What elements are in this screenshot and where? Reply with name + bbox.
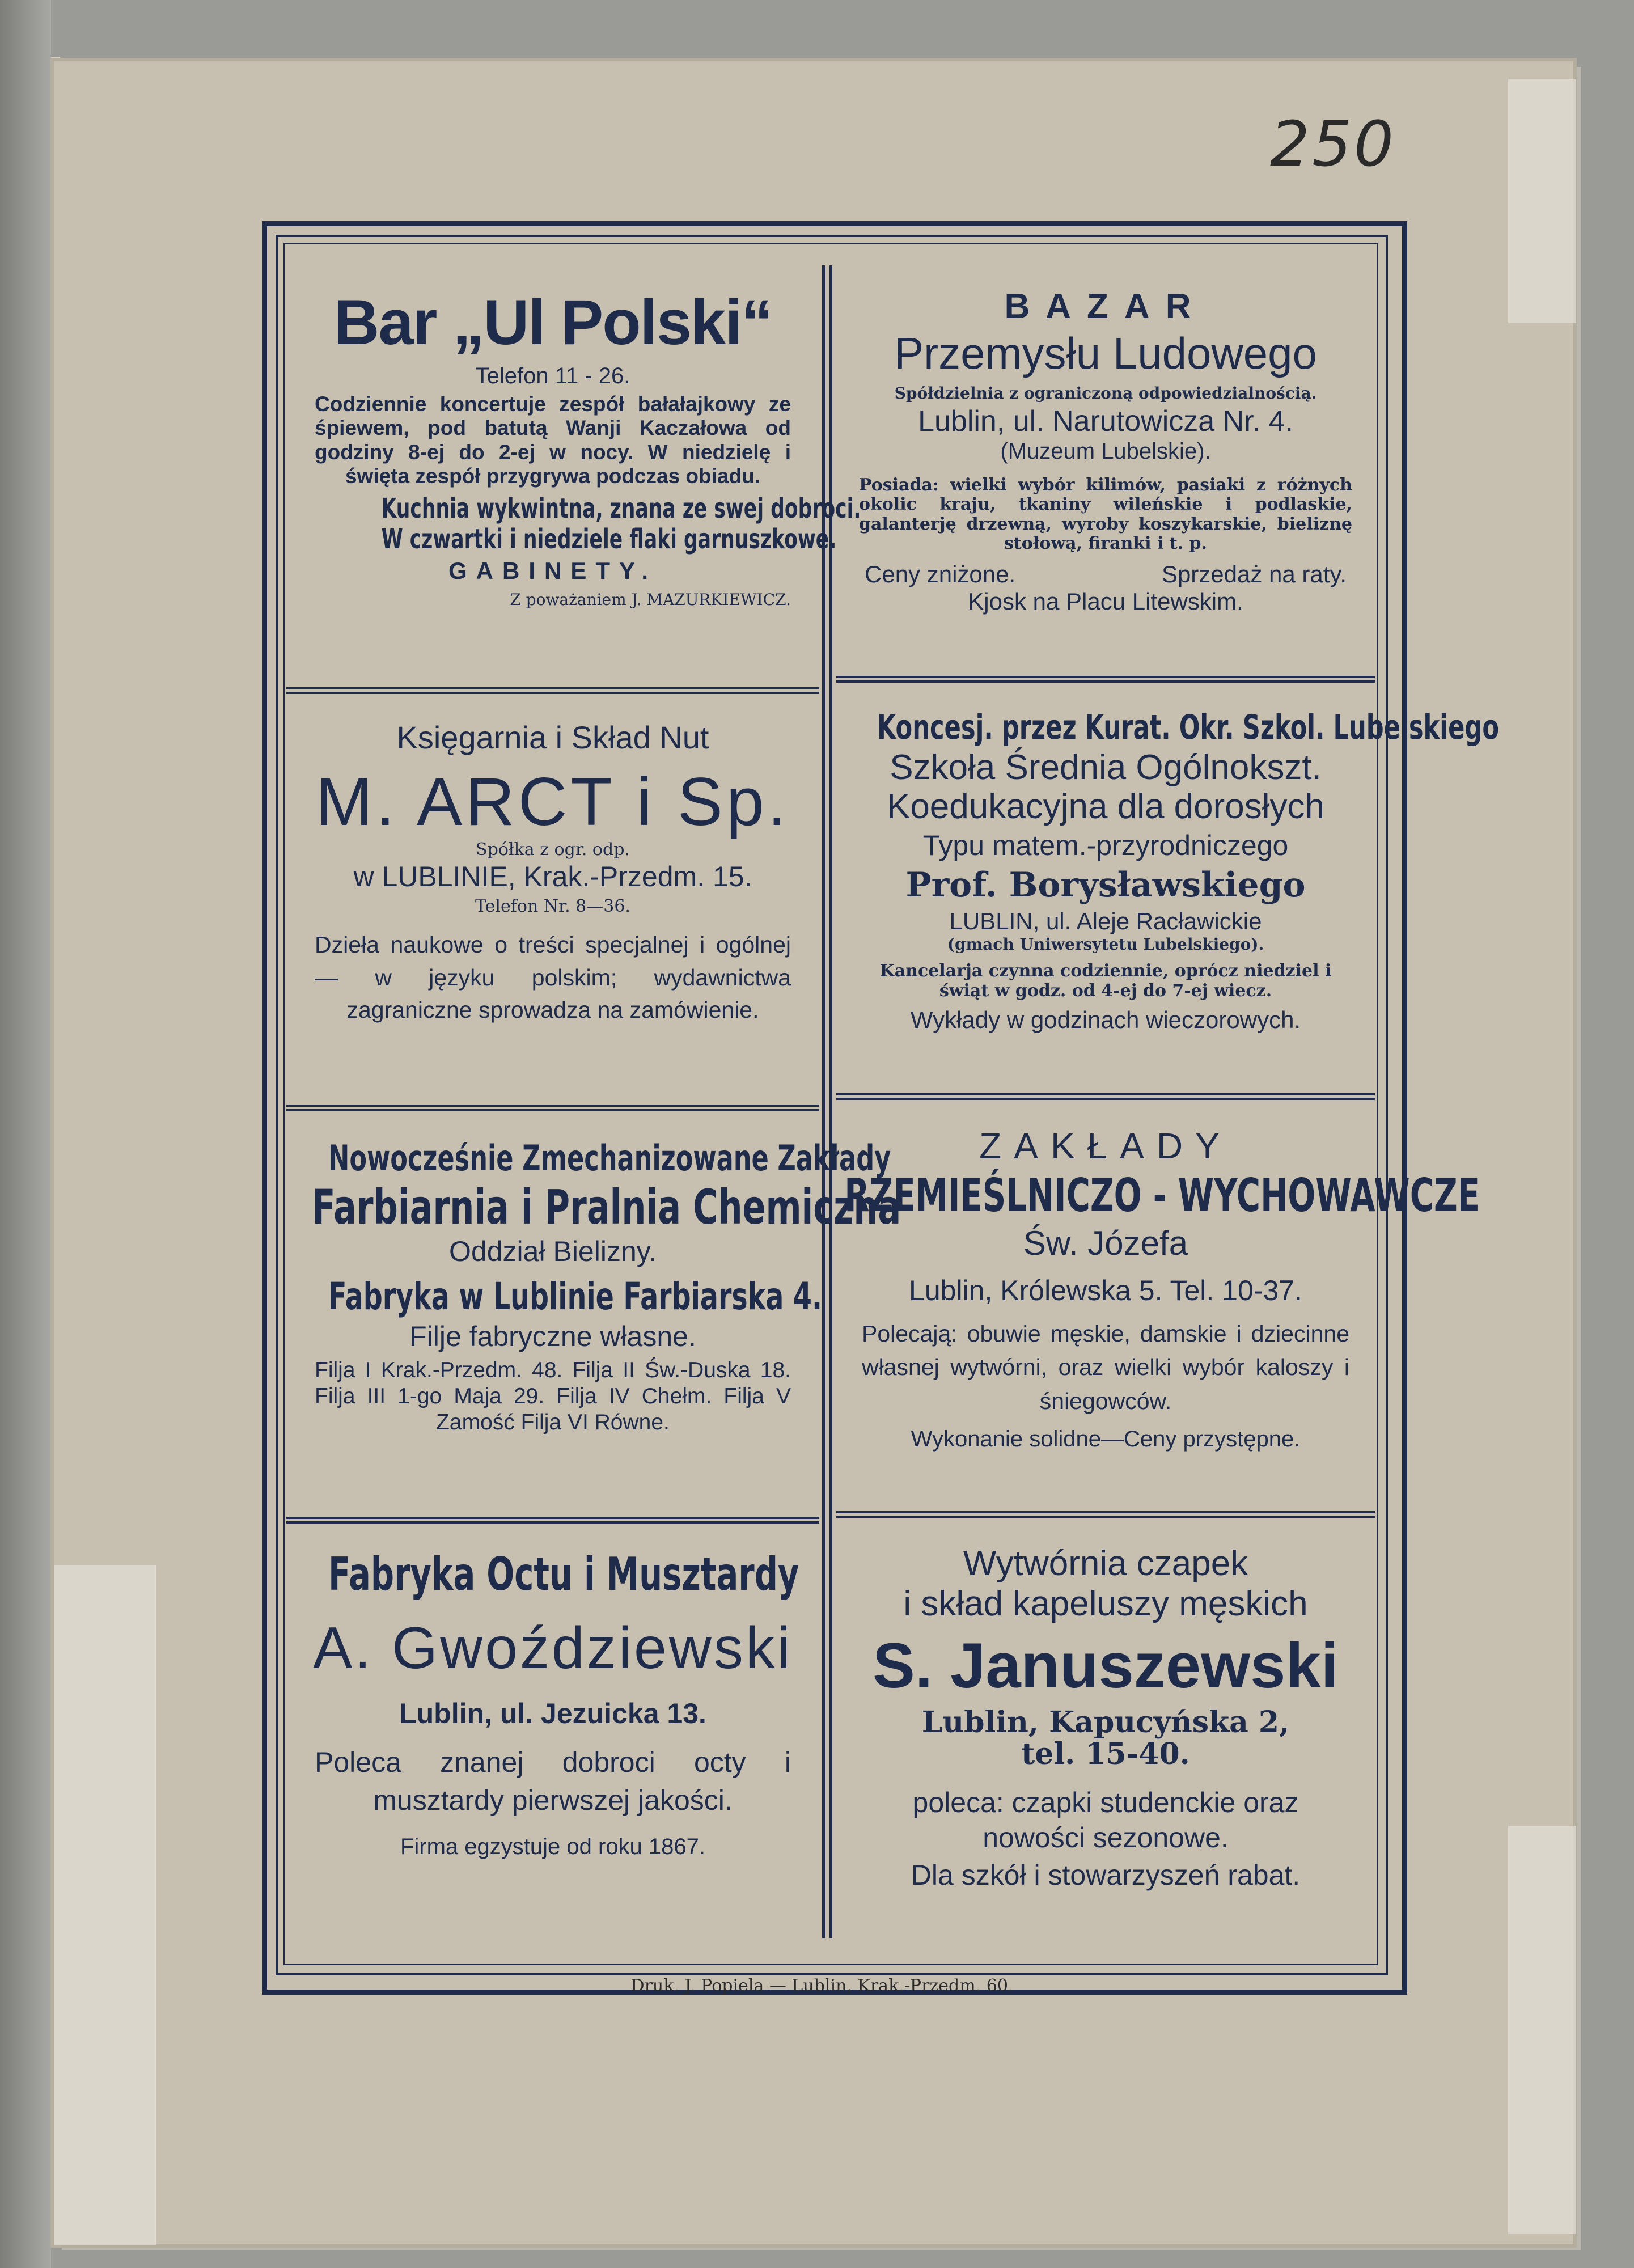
ad-dye: [286, 1116, 901, 1513]
ad-hats-phone: tel. 15-40.: [1021, 1737, 1190, 1772]
ad-dye-line4: Fabryka w Lublinie Farbiarska 4.: [328, 1274, 823, 1318]
ad-craft-line1: ZAKŁADY: [979, 1125, 1232, 1166]
ad-bar-signature: Z poważaniem J. MAZURKIEWICZ.: [510, 590, 791, 609]
row-divider: [836, 1093, 1375, 1100]
ad-school-line4: Typu matem.-przyrodniczego: [922, 830, 1289, 862]
ad-school-lectures: Wykłady w godzinach wieczorowych.: [910, 1006, 1301, 1034]
ad-bar-phone: Telefon 11 - 26.: [475, 363, 630, 388]
ad-arct-line1: Księgarnia i Skład Nut: [396, 720, 709, 755]
ad-hats-address: Lublin, Kapucyńska 2,: [921, 1704, 1290, 1740]
ad-hats-discount: Dla szkół i stowarzyszeń rabat.: [911, 1859, 1301, 1891]
ad-bazar-subtitle: Przemysłu Ludowego: [894, 328, 1317, 379]
ad-dye-line2: Farbiarnia i Pralnia Chemiczna: [312, 1179, 901, 1235]
ad-arct-name: M. ARCT i Sp.: [316, 763, 790, 840]
ad-arct-company: Spółka z ogr. odp.: [476, 839, 630, 860]
ad-bazar-title: BAZAR: [1004, 287, 1207, 326]
ad-hats: [836, 1522, 1375, 1919]
tape-strip: [54, 1565, 156, 2245]
ad-bar-body: Codziennie koncertuje zespół bałałajkowy ze śpiewem, pod batutą Wanji Kaczałowa od godziny 8-ej do 2-ej w nocy. W niedzielę i święta zespół przygrywa podczas obiadu.: [315, 392, 791, 488]
row-divider: [286, 1105, 819, 1111]
ad-school: [836, 687, 1500, 1090]
ad-hats-name: S. Januszewski: [873, 1630, 1339, 1702]
ad-arct: [286, 699, 819, 1101]
background-left: [0, 0, 51, 2268]
printer-footer: Druk. J. Popiela — Lublin, Krak.-Przedm. 60.: [630, 1976, 1014, 1996]
ad-bazar-cooperative: Spółdzielnia z ograniczoną odpowiedzialnością.: [894, 383, 1317, 403]
ad-school-office: Kancelarja czynna codziennie, oprócz niedziel i świąt w godz. od 4-ej do 7-ej wiecz.: [879, 961, 1332, 1001]
ad-bar-flaki: W czwartki i niedziele flaki garnuszkowe.: [381, 523, 837, 556]
ad-vinegar-address: Lublin, ul. Jezuicka 13.: [399, 1698, 706, 1730]
ad-dye-line3: Oddział Bielizny.: [449, 1235, 657, 1268]
ad-school-line2: Szkoła Średnia Ogólnokszt.: [890, 748, 1322, 787]
ad-craft-body: Polecają: obuwie męskie, damskie i dziecinne własnej wytwórni, oraz wielki wybór kaloszy i śniegowców.: [862, 1320, 1349, 1414]
ad-vinegar-name: A. Gwoździewski: [313, 1615, 793, 1681]
ad-school-building: (gmach Uniwersytetu Lubelskiego).: [947, 934, 1264, 954]
ad-arct-address: w LUBLINIE, Krak.-Przedm. 15.: [353, 861, 752, 893]
row-divider: [836, 676, 1375, 683]
ad-vinegar-line1: Fabryka Octu i Musztardy: [328, 1548, 799, 1601]
ad-bar-kitchen: Kuchnia wykwintna, znana ze swej dobroci.: [381, 492, 861, 524]
ad-dye-body: Filja I Krak.-Przedm. 48. Filja II Św.-Duska 18. Filja III 1-go Maja 29. Filja IV Chełm. Filja V Zamość Filja VI Równe.: [315, 1357, 791, 1435]
ad-school-line3: Koedukacyjna dla dorosłych: [886, 787, 1325, 827]
ad-bazar-kiosk: Kjosk na Placu Litewskim.: [968, 588, 1243, 615]
tape-strip: [1508, 79, 1576, 323]
ad-bazar: [836, 278, 1375, 669]
ad-craft-line3: Św. Józefa: [1023, 1224, 1188, 1263]
ad-school-address: LUBLIN, ul. Aleje Racławickie: [949, 907, 1262, 934]
row-divider: [286, 687, 819, 694]
ad-craft-line2: RZEMIEŚLNICZO - WYCHOWAWCZE: [844, 1169, 1480, 1222]
ad-bazar-prices: Ceny zniżone.: [865, 560, 1016, 587]
ad-bar-gabinety: GABINETY.: [448, 557, 658, 584]
ad-bazar-museum: (Muzeum Lubelskie).: [1000, 438, 1211, 464]
ad-craft-address: Lublin, Królewska 5. Tel. 10-37.: [909, 1275, 1302, 1307]
pencil-page-number: 250: [1270, 108, 1396, 180]
ad-bazar-offer-row: [859, 562, 1352, 587]
ad-bazar-body: Posiada: wielki wybór kilimów, pasiaki z różnych okolic kraju, tkaniny wileńskie i podlaskie, galanterję drzewną, wyroby koszykarskie, bieliznę stołową, firanki i t. p.: [859, 475, 1352, 554]
ad-arct-body: Dzieła naukowe o treści specjalnej i ogólnej — w języku polskim; wydawnictwa zagraniczne sprowadza na zamówienie.: [315, 932, 791, 1023]
ad-school-name: Prof. Borysławskiego: [905, 865, 1306, 905]
ad-bazar-address: Lublin, ul. Narutowicza Nr. 4.: [918, 405, 1293, 438]
ad-hats-line1: Wytwórnia czapek: [963, 1544, 1248, 1583]
ad-craft-quality: Wykonanie solidne—Ceny przystępne.: [911, 1427, 1301, 1452]
ad-arct-phone: Telefon Nr. 8—36.: [475, 896, 630, 916]
ad-hats-body: poleca: czapki studenckie oraz nowości sezonowe.: [912, 1786, 1299, 1854]
ad-vinegar-body: Poleca znanej dobroci octy i musztardy pierwszej jakości.: [315, 1746, 791, 1817]
ad-vinegar: [286, 1528, 819, 1925]
ad-hats-line2: i skład kapeluszy męskich: [903, 1584, 1308, 1624]
ad-bazar-installments: Sprzedaż na raty.: [1161, 560, 1347, 587]
ad-craft: [836, 1105, 1480, 1501]
ad-bar-title: Bar „Ul Polski“: [333, 287, 772, 358]
ad-dye-line5: Filje fabryczne własne.: [409, 1321, 696, 1353]
ad-school-line1: Koncesj. przez Kurat. Okr. Szkol. Lubelskiego: [877, 708, 1500, 747]
tape-strip: [1508, 1826, 1576, 2234]
row-divider: [836, 1511, 1375, 1518]
ad-bar: [286, 278, 861, 680]
row-divider: [286, 1517, 819, 1524]
ad-dye-line1: Nowocześnie Zmechanizowane Zakłady: [328, 1137, 891, 1179]
ad-vinegar-since: Firma egzystuje od roku 1867.: [400, 1834, 706, 1859]
